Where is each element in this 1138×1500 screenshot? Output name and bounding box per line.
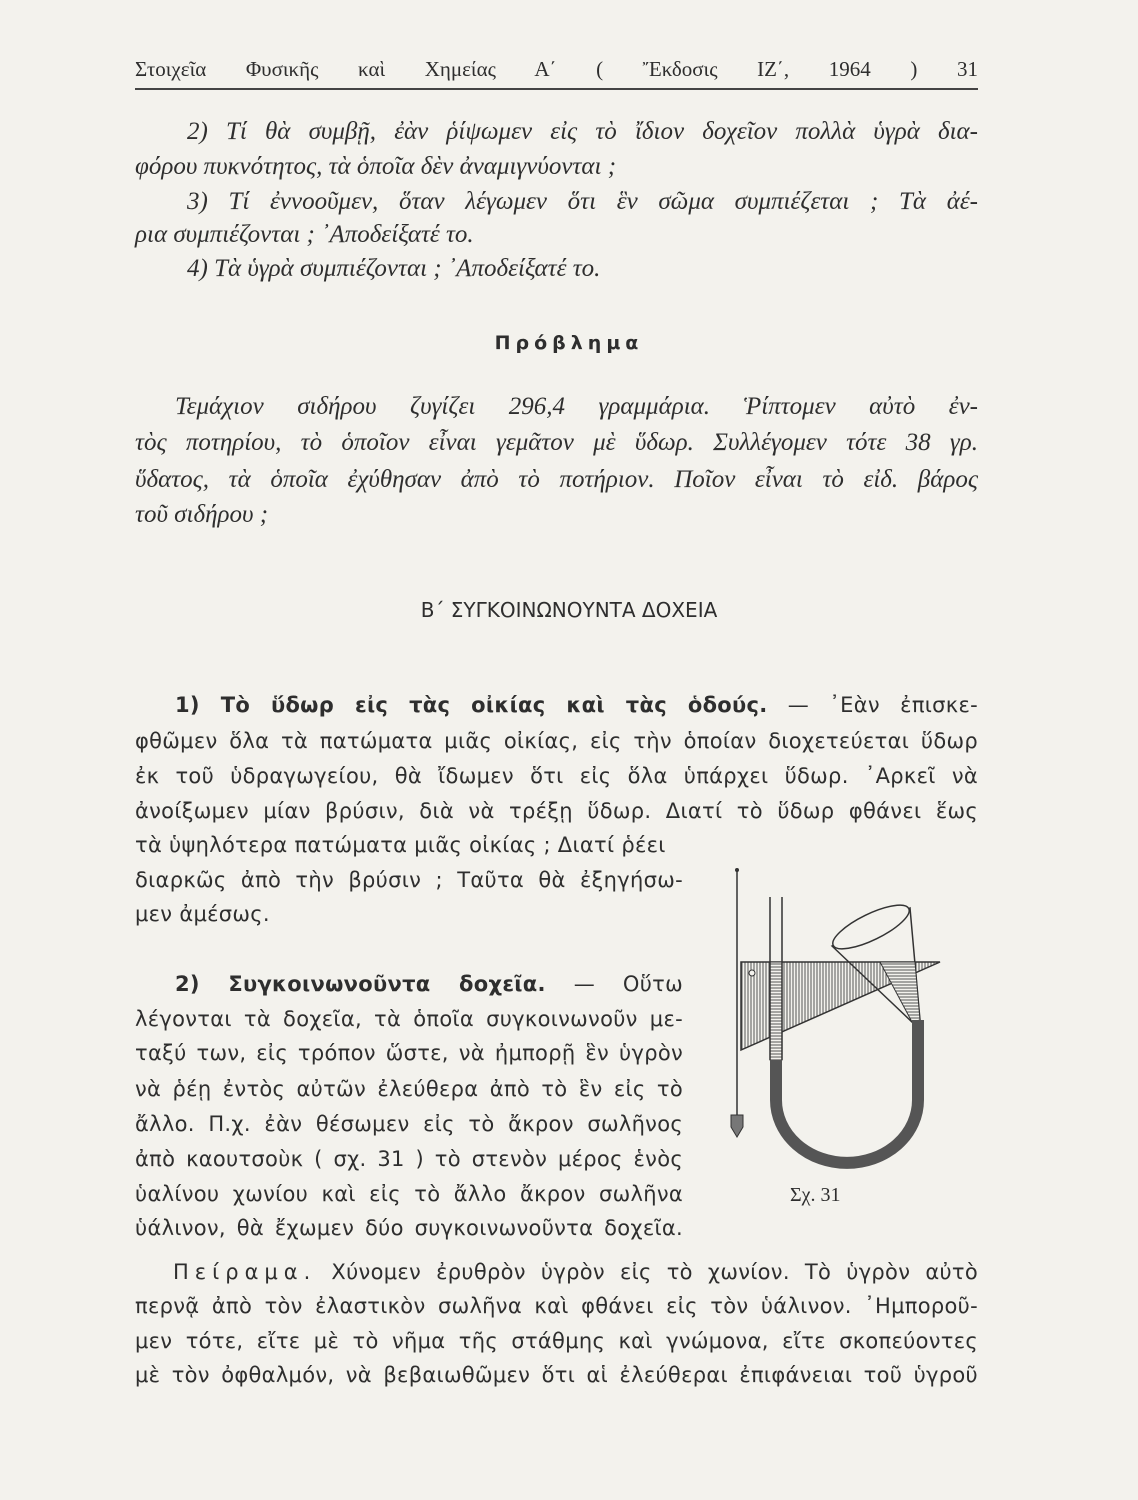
figure-caption: Σχ. 31 bbox=[790, 1184, 841, 1206]
para1-line: μεν ἀμέσως. bbox=[135, 902, 270, 926]
running-header bbox=[135, 54, 978, 84]
para1-line: ἀνοίξωμεν μίαν βρύσιν, διὰ νὰ τρέξῃ ὕδωρ. Διατί τὸ ὕδωρ φθάνει ἕως bbox=[135, 799, 978, 823]
question-line: 3) Τί ἐννοοῦμεν, ὅταν λέγωμεν ὅτι ἓν σῶμα συμπιέζεται ; Τὰ ἀέ- bbox=[187, 188, 978, 215]
problem-line: Τεμάχιον σιδήρου ζυγίζει 296,4 γραμμάρια. Ῥίπτομεν αὐτὸ ἐν- bbox=[175, 393, 978, 420]
para2-line: ὑαλίνου χωνίου καὶ εἰς τὸ ἄλλο ἄκρον σωλῆνα bbox=[135, 1182, 683, 1206]
problem-title: Πρόβλημα bbox=[494, 332, 644, 354]
para2-text: — Οὕτω bbox=[573, 972, 683, 996]
glass-tube bbox=[770, 962, 782, 1060]
experiment-line: περνᾷ ἀπὸ τὸν ἐλαστικὸν σωλῆνα καὶ φθάνει εἰς τὸν ὑάλινον. ᾿Ημποροῦ- bbox=[135, 1294, 978, 1318]
section-heading: Β΄ ΣΥΓΚΟΙΝΩΝΟΥΝΤΑ ΔΟΧΕΙΑ bbox=[420, 598, 718, 622]
para1-line: ἐκ τοῦ ὑδραγωγείου, θὰ ἴδωμεν ὅτι εἰς ὅλα ὑπάρχει ὕδωρ. ᾿Αρκεῖ νὰ bbox=[135, 764, 978, 788]
experiment-label: Πείραμα. bbox=[173, 1260, 317, 1284]
para1-line: τὰ ὑψηλότερα πατώματα μιᾶς οἰκίας ; Διατί ῥέει bbox=[135, 833, 666, 857]
question-line: 2) Τί θὰ συμβῇ, ἐὰν ῥίψωμεν εἰς τὸ ἴδιον δοχεῖον πολλὰ ὑγρὰ δια- bbox=[187, 118, 978, 145]
page-number: 31 bbox=[957, 57, 978, 81]
experiment-line: μεν τότε, εἴτε μὲ τὸ νῆμα τῆς στάθμης καὶ γνώμονα, εἴτε σκοπεύοντες bbox=[135, 1329, 978, 1353]
header-rule bbox=[135, 88, 978, 90]
para2-line: ἀπὸ καουτσοὺκ ( σχ. 31 ) τὸ στενὸν μέρος ἑνὸς bbox=[135, 1147, 683, 1171]
problem-line: τὸς ποτηρίου, τὸ ὁποῖον εἶναι γεμᾶτον μὲ ὕδωρ. Συλλέγομεν τότε 38 γρ. bbox=[135, 429, 978, 456]
para1-first-line bbox=[135, 690, 978, 720]
para2-line: λέγονται τὰ δοχεῖα, τὰ ὁποῖα συγκοινωνοῦν με- bbox=[135, 1007, 683, 1031]
problem-line: τοῦ σιδήρου ; bbox=[135, 501, 269, 528]
question-line: 4) Τὰ ὑγρὰ συμπιέζονται ; ᾿Αποδείξατέ το. bbox=[187, 255, 601, 282]
experiment-first-line bbox=[135, 1257, 978, 1287]
para2-line: ὑάλινον, θὰ ἔχωμεν δύο συγκοινωνοῦντα δοχεῖα. bbox=[135, 1216, 683, 1240]
para2-first-line bbox=[135, 969, 683, 999]
para2-line: ταξύ των, εἰς τρόπον ὥστε, νὰ ἠμπορῇ ἓν ὑγρὸν bbox=[135, 1041, 683, 1065]
para1-heading: 1) Τὸ ὕδωρ εἰς τὰς οἰκίας καὶ τὰς ὁδούς. bbox=[175, 693, 768, 717]
para2-line: ἄλλο. Π.χ. ἐὰν θέσωμεν εἰς τὸ ἄκρον σωλῆνος bbox=[135, 1112, 683, 1136]
experiment-line: μὲ τὸν ὀφθαλμόν, νὰ βεβαιωθῶμεν ὅτι αἱ ἐλεύθεραι ἐπιφάνειαι τοῦ ὑγροῦ bbox=[135, 1363, 978, 1387]
para1-line: διαρκῶς ἀπὸ τὴν βρύσιν ; Ταῦτα θὰ ἐξηγήσω- bbox=[135, 868, 683, 892]
question-line: ρια συμπιέζονται ; ᾿Αποδείξατέ το. bbox=[135, 221, 474, 248]
communicating-vessels-figure bbox=[700, 850, 980, 1170]
plumb-bob-icon bbox=[731, 1115, 743, 1137]
para2-heading: 2) Συγκοινωνοῦντα δοχεῖα. bbox=[175, 972, 546, 996]
rubber-tube bbox=[776, 1020, 918, 1163]
para1-line: φθῶμεν ὅλα τὰ πατώματα μιᾶς οἰκίας, εἰς τὴν ὁποίαν διοχετεύεται ὕδωρ bbox=[135, 729, 978, 753]
para2-line: νὰ ῥέῃ ἐντὸς αὐτῶν ἐλεύθερα ἀπὸ τὸ ἓν εἰς τὸ bbox=[135, 1077, 683, 1101]
question-line: φόρου πυκνότητος, τὰ ὁποῖα δὲν ἀναμιγνύονται ; bbox=[135, 153, 617, 180]
para1-text: — ᾿Εὰν ἐπισκε- bbox=[787, 693, 978, 717]
header-title: Στοιχεῖα Φυσικῆς καὶ Χημείας Α΄ ( Ἔκδοσις ΙΖ΄, 1964 ) bbox=[135, 57, 918, 81]
problem-line: ὕδατος, τὰ ὁποῖα ἐχύθησαν ἀπὸ τὸ ποτήριον. Ποῖον εἶναι τὸ εἰδ. βάρος bbox=[135, 466, 978, 493]
experiment-text: Χύνομεν ἐρυθρὸν ὑγρὸν εἰς τὸ χωνίον. Τὸ ὑγρὸν αὐτὸ bbox=[331, 1260, 979, 1284]
